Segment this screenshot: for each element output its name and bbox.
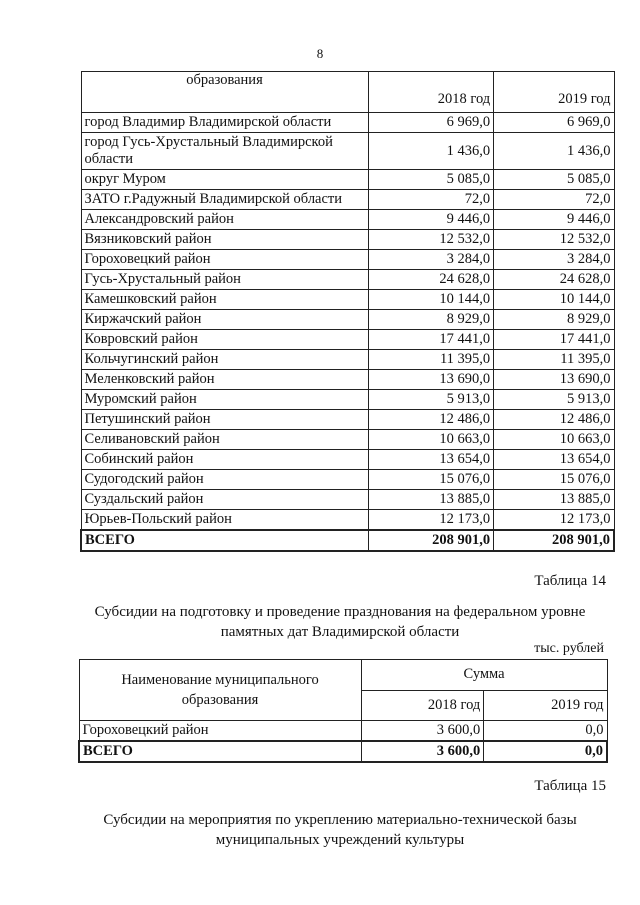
row-name-cell: Муромский район bbox=[81, 390, 368, 410]
row-name-cell: Юрьев-Польский район bbox=[81, 510, 368, 531]
table-14-title bbox=[60, 602, 620, 642]
row-name-cell: Селивановский район bbox=[81, 430, 368, 450]
row-value-2018: 3 284,0 bbox=[368, 250, 494, 270]
row-name-cell: Кольчугинский район bbox=[81, 350, 368, 370]
row-value-2018: 9 446,0 bbox=[368, 210, 494, 230]
units-label: тыс. рублей bbox=[534, 641, 604, 656]
row-value-2019: 0,0 bbox=[484, 721, 607, 742]
row-value-2019: 5 085,0 bbox=[494, 170, 614, 190]
total-name-cell: ВСЕГО bbox=[79, 741, 361, 762]
row-value-2018: 13 690,0 bbox=[368, 370, 494, 390]
row-value-2019: 15 076,0 bbox=[494, 470, 614, 490]
header-year-2018: 2018 год bbox=[368, 72, 494, 113]
row-value-2019: 12 532,0 bbox=[494, 230, 614, 250]
row-value-2018: 12 532,0 bbox=[368, 230, 494, 250]
row-value-2018: 10 663,0 bbox=[368, 430, 494, 450]
row-name-cell: округ Муром bbox=[81, 170, 368, 190]
row-value-2019: 6 969,0 bbox=[494, 113, 614, 133]
table-row bbox=[81, 490, 614, 510]
row-name-cell: ЗАТО г.Радужный Владимирской области bbox=[81, 190, 368, 210]
row-name-cell: Меленковский район bbox=[81, 370, 368, 390]
row-name-cell: Гороховецкий район bbox=[79, 721, 361, 742]
row-value-2018: 1 436,0 bbox=[368, 133, 494, 170]
row-value-2019: 72,0 bbox=[494, 190, 614, 210]
total-name-cell: ВСЕГО bbox=[81, 530, 368, 551]
table-row bbox=[81, 133, 614, 170]
table-row bbox=[81, 113, 614, 133]
page-number: 8 bbox=[316, 46, 324, 61]
row-value-2019: 5 913,0 bbox=[494, 390, 614, 410]
row-value-2018: 12 173,0 bbox=[368, 510, 494, 531]
total-value-2018: 3 600,0 bbox=[361, 741, 484, 762]
row-name-cell: город Гусь-Хрустальный Владимирской области bbox=[81, 133, 368, 170]
table-header-row bbox=[79, 660, 607, 691]
header-year-2018: 2018 год bbox=[361, 690, 484, 721]
table-row bbox=[81, 370, 614, 390]
row-value-2019: 10 144,0 bbox=[494, 290, 614, 310]
table-row bbox=[81, 170, 614, 190]
row-value-2019: 13 654,0 bbox=[494, 450, 614, 470]
row-value-2019: 10 663,0 bbox=[494, 430, 614, 450]
row-value-2018: 5 085,0 bbox=[368, 170, 494, 190]
row-value-2019: 12 486,0 bbox=[494, 410, 614, 430]
table-15-title bbox=[60, 810, 620, 850]
row-value-2018: 24 628,0 bbox=[368, 270, 494, 290]
row-value-2019: 8 929,0 bbox=[494, 310, 614, 330]
row-value-2018: 5 913,0 bbox=[368, 390, 494, 410]
table-row bbox=[81, 250, 614, 270]
row-value-2019: 3 284,0 bbox=[494, 250, 614, 270]
table-row bbox=[81, 330, 614, 350]
table-row bbox=[79, 721, 607, 742]
table-row bbox=[81, 290, 614, 310]
row-value-2018: 17 441,0 bbox=[368, 330, 494, 350]
row-value-2019: 12 173,0 bbox=[494, 510, 614, 531]
row-value-2018: 11 395,0 bbox=[368, 350, 494, 370]
table-13-continuation bbox=[80, 71, 615, 552]
row-name-cell: Александровский район bbox=[81, 210, 368, 230]
row-value-2018: 13 885,0 bbox=[368, 490, 494, 510]
table-row bbox=[81, 430, 614, 450]
row-value-2019: 11 395,0 bbox=[494, 350, 614, 370]
table-14-title-line-1: Субсидии на подготовку и проведение празднования на федеральном уровне bbox=[94, 604, 586, 620]
table-15-caption: Таблица 15 bbox=[534, 778, 606, 794]
row-value-2018: 6 969,0 bbox=[368, 113, 494, 133]
total-value-2019: 208 901,0 bbox=[494, 530, 614, 551]
row-name-cell: Вязниковский район bbox=[81, 230, 368, 250]
table-14 bbox=[78, 659, 608, 763]
row-name-cell: Собинский район bbox=[81, 450, 368, 470]
header-name-cell: образования bbox=[81, 72, 368, 113]
row-value-2019: 13 690,0 bbox=[494, 370, 614, 390]
row-value-2019: 1 436,0 bbox=[494, 133, 614, 170]
row-value-2019: 13 885,0 bbox=[494, 490, 614, 510]
table-row bbox=[81, 350, 614, 370]
table-row bbox=[81, 410, 614, 430]
row-value-2019: 17 441,0 bbox=[494, 330, 614, 350]
row-value-2018: 12 486,0 bbox=[368, 410, 494, 430]
header-sum-cell: Сумма bbox=[361, 660, 607, 691]
table-row bbox=[81, 510, 614, 531]
table-15-title-line-2: муниципальных учреждений культуры bbox=[215, 832, 465, 848]
total-row bbox=[79, 741, 607, 762]
table-row bbox=[81, 470, 614, 490]
total-value-2019: 0,0 bbox=[484, 741, 607, 762]
table-row bbox=[81, 450, 614, 470]
row-value-2019: 24 628,0 bbox=[494, 270, 614, 290]
row-name-cell: Судогодский район bbox=[81, 470, 368, 490]
row-name-cell: Гусь-Хрустальный район bbox=[81, 270, 368, 290]
header-year-2019: 2019 год bbox=[494, 72, 614, 113]
total-row bbox=[81, 530, 614, 551]
row-value-2018: 3 600,0 bbox=[361, 721, 484, 742]
header-year-2019: 2019 год bbox=[484, 690, 607, 721]
row-value-2018: 13 654,0 bbox=[368, 450, 494, 470]
row-value-2018: 8 929,0 bbox=[368, 310, 494, 330]
row-name-cell: Киржачский район bbox=[81, 310, 368, 330]
row-value-2018: 72,0 bbox=[368, 190, 494, 210]
row-name-cell: Гороховецкий район bbox=[81, 250, 368, 270]
table-14-caption: Таблица 14 bbox=[534, 573, 606, 589]
row-name-cell: Петушинский район bbox=[81, 410, 368, 430]
row-value-2018: 10 144,0 bbox=[368, 290, 494, 310]
table-row bbox=[81, 270, 614, 290]
total-value-2018: 208 901,0 bbox=[368, 530, 494, 551]
row-name-cell: Суздальский район bbox=[81, 490, 368, 510]
table-15-title-line-1: Субсидии на мероприятия по укреплению материально-технической базы bbox=[103, 812, 577, 828]
row-name-cell: Камешковский район bbox=[81, 290, 368, 310]
table-row bbox=[81, 210, 614, 230]
table-header-row bbox=[81, 72, 614, 113]
header-name-cell: Наименование муниципального образования bbox=[79, 660, 361, 721]
row-value-2019: 9 446,0 bbox=[494, 210, 614, 230]
table-row bbox=[81, 230, 614, 250]
row-value-2018: 15 076,0 bbox=[368, 470, 494, 490]
table-14-title-line-2: памятных дат Владимирской области bbox=[220, 624, 460, 640]
table-row bbox=[81, 190, 614, 210]
row-name-cell: Ковровский район bbox=[81, 330, 368, 350]
row-name-cell: город Владимир Владимирской области bbox=[81, 113, 368, 133]
table-row bbox=[81, 310, 614, 330]
table-row bbox=[81, 390, 614, 410]
